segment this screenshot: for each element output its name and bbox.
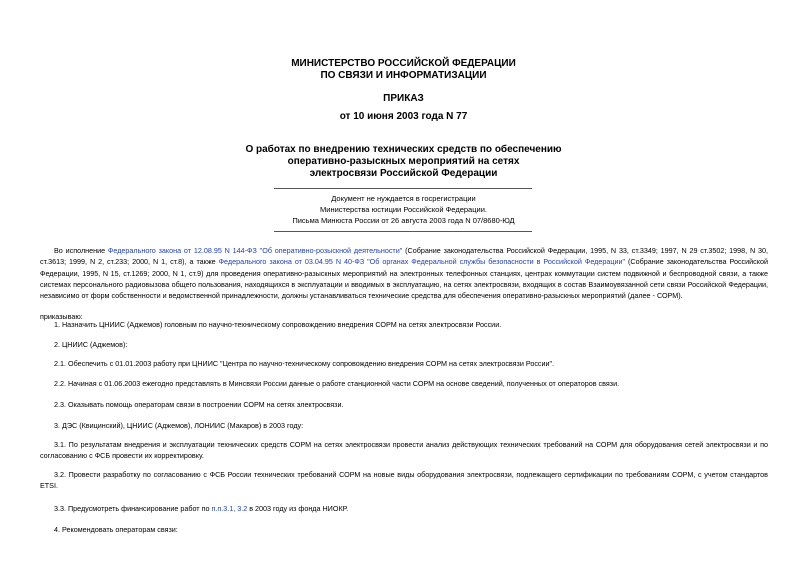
doc-type: ПРИКАЗ bbox=[383, 93, 424, 104]
preamble-text-2: (Собрание законодательства Российской Федерации, 1995, N 33, ст.3349; 1997, N 29 ст.3502; 1998, N 30, ст.3613; 1999, N 2, ст.233; 2000, N 1, ст.8), а также bbox=[40, 246, 768, 267]
doc-title-line-2: оперативно-разыскных мероприятий на сетях bbox=[287, 156, 520, 167]
ministry-line-1: МИНИСТЕРСТВО РОССИЙСКОЙ ФЕДЕРАЦИИ bbox=[291, 58, 516, 69]
item-3-2: 3.2. Провести разработку по согласованию с ФСБ России технических требований СОРМ на новые виды оборудования электросвязи, подлежащего сертификации по требованиям СОРМ, с учетом стандартов ETSI. bbox=[40, 470, 768, 491]
item-2-1: 2.1. Обеспечить с 01.01.2003 работу при ЦНИИС "Центра по научно-техническому сопровождению внедрения СОРМ на сетях электросвязи России". bbox=[54, 359, 555, 368]
doc-date: от 10 июня 2003 года N 77 bbox=[339, 111, 468, 122]
order-word: приказываю: bbox=[40, 312, 83, 321]
divider-top bbox=[274, 188, 532, 189]
law-link-40fz[interactable]: Федерального закона от 03.04.95 N 40-ФЗ "Об органах Федеральной службы безопасности в Российской Федерации" bbox=[218, 257, 626, 267]
divider-bottom bbox=[274, 231, 532, 232]
item-3: 3. ДЭС (Квицинский), ЦНИИС (Аджемов), ЛОНИИС (Макаров) в 2003 году: bbox=[54, 421, 304, 430]
preamble-paragraph bbox=[40, 245, 768, 301]
law-link-144fz[interactable]: Федерального закона от 12.08.95 N 144-ФЗ "Об оперативно-розыскной деятельности" bbox=[107, 246, 403, 255]
item-1: 1. Назначить ЦНИИС (Аджемов) головным по научно-техническому сопровождению внедрения СОРМ на сетях электросвязи России. bbox=[54, 320, 502, 329]
registration-note-line-3: Письма Минюста России от 26 августа 2003 года N 07/8680-ЮД bbox=[292, 216, 515, 225]
item-3-1: 3.1. По результатам внедрения и эксплуатации технических средств СОРМ на сетях электросвязи провести анализ действующих технических требований на СОРМ для оборудования сетей электросвязи и по согласованию с ФСБ провести их корректировку. bbox=[40, 440, 768, 461]
registration-note-line-1: Документ не нуждается в госрегистрации bbox=[331, 194, 476, 203]
item-2-3: 2.3. Оказывать помощь операторам связи в построении СОРМ на сетях электросвязи. bbox=[54, 400, 344, 409]
registration-note-line-2: Министерства юстиции Российской Федерации. bbox=[320, 205, 487, 214]
ministry-line-2: ПО СВЯЗИ И ИНФОРМАТИЗАЦИИ bbox=[320, 70, 487, 81]
item-2: 2. ЦНИИС (Аджемов): bbox=[54, 340, 128, 349]
item-4: 4. Рекомендовать операторам связи: bbox=[54, 525, 178, 534]
preamble-text-3: (Собрание законодательства Российской Федерации, 1995, N 15, ст.1269; 2000, N 1, ст.9) для проведения оперативно-разыскных мероприятий на электронных телефонных станциях, центрах коммутации систем подвижной и беспроводной связи, а также системах персонального радиовызова общего пользования, находящихся в эксплуатации и вводимых в эксплуатацию, на сетях электросвязи, входящих в состав Взаимоувязанной сети связи Российской Федерации, независимо от форм собственности и ведомственной принадлежности, должны устанавливаться технические средства для обеспечения оперативно-разыскных мероприятий (далее - СОРМ). bbox=[40, 257, 768, 301]
item-3-3 bbox=[54, 504, 348, 514]
item-3-3-text-1: 3.3. Предусмотреть финансирование работ по bbox=[54, 504, 212, 513]
doc-title-line-3: электросвязи Российской Федерации bbox=[309, 168, 498, 179]
item-2-2: 2.2. Начиная с 01.06.2003 ежегодно представлять в Минсвязи России данные о работе станционной части СОРМ на основе сведений, полученных от операторов связи. bbox=[54, 379, 620, 388]
preamble-text-1: Во исполнение bbox=[54, 246, 108, 255]
item-3-3-text-2: в 2003 году из фонда НИОКР. bbox=[247, 504, 349, 513]
doc-title-line-1: О работах по внедрению технических средств по обеспечению bbox=[245, 144, 562, 155]
item-3-3-link[interactable]: п.п.3.1, 3.2 bbox=[211, 504, 248, 513]
